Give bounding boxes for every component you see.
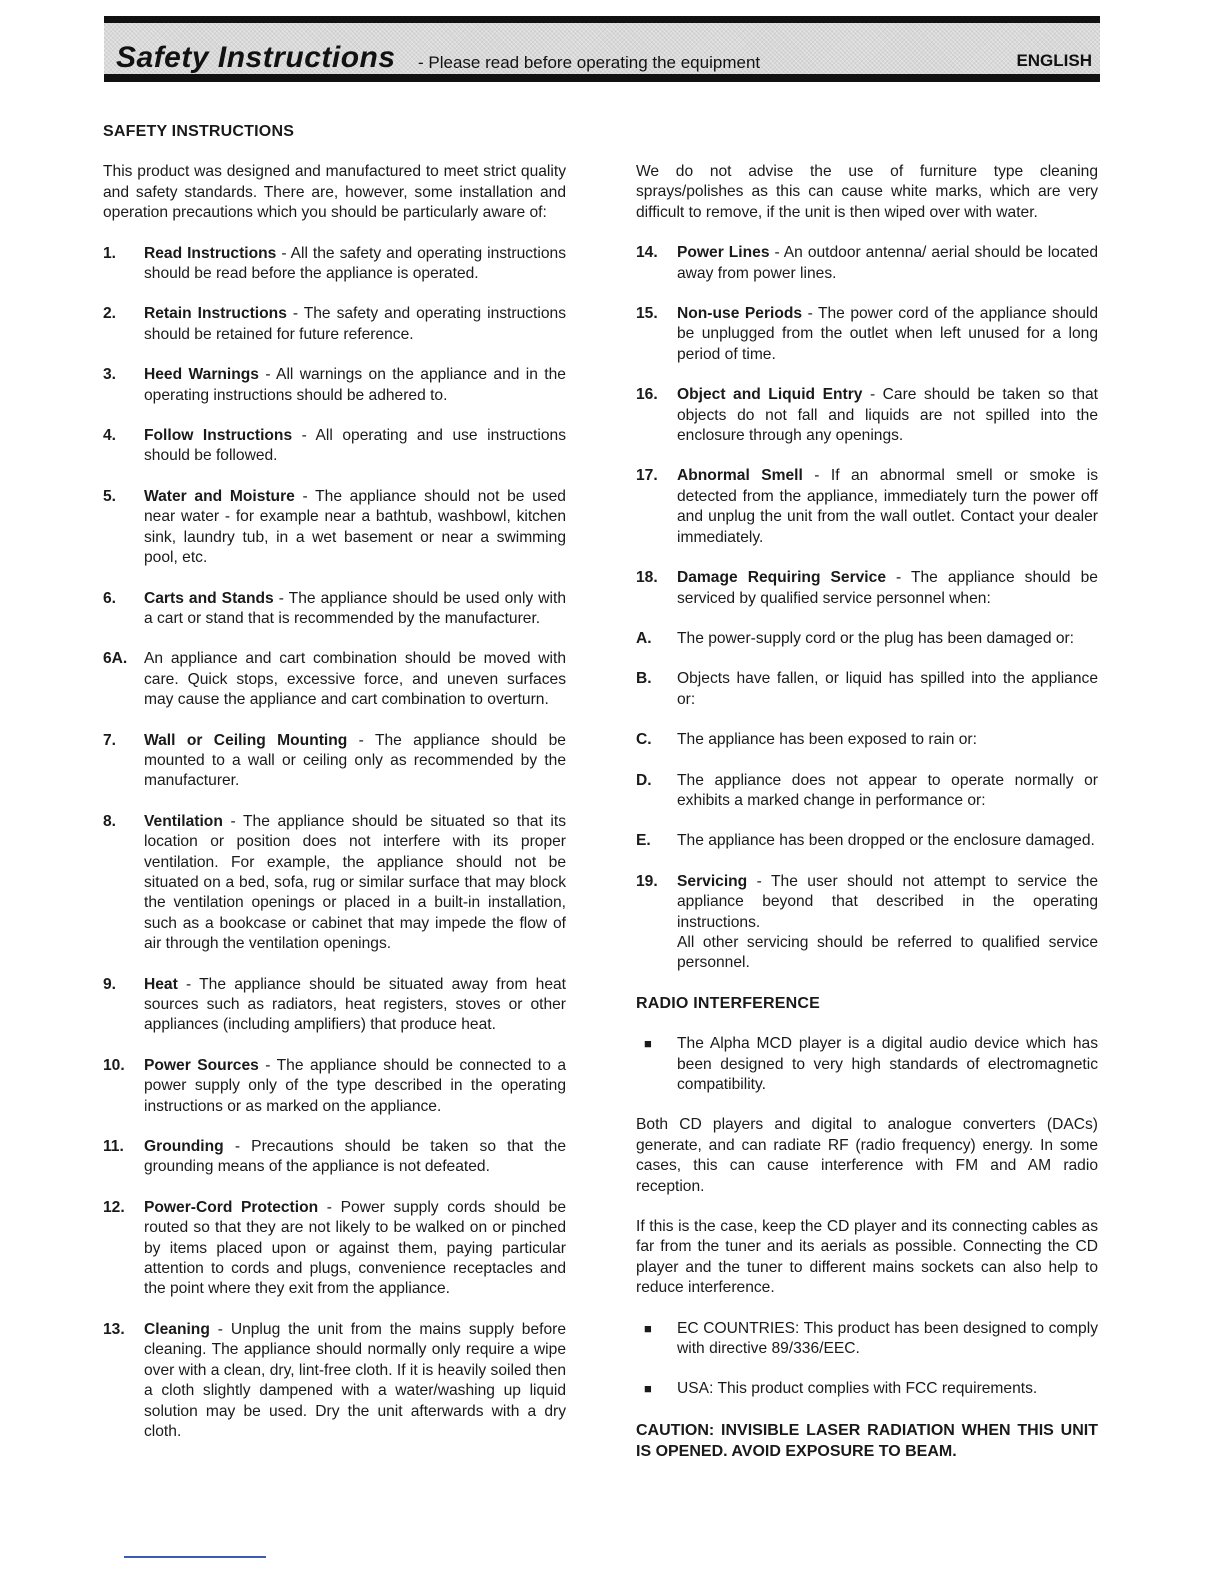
item-number: A.: [636, 629, 652, 647]
item-text: - All the safety and operating instructions should be read before the appliance is operated.: [144, 244, 566, 283]
instruction-item: [636, 568, 1098, 609]
item-number: 6.: [103, 589, 117, 607]
item-text: - The appliance should be serviced by qualified service personnel when:: [677, 569, 1098, 607]
section-heading: SAFETY INSTRUCTIONS: [103, 123, 295, 140]
instruction-item: [103, 975, 566, 1036]
item-text: - The power cord of the appliance should be unplugged from the outlet when left unused for a long period of time.: [677, 305, 1098, 363]
page-header: [104, 16, 1100, 82]
item-number: 1.: [103, 244, 117, 262]
item-text: - An outdoor antenna/ aerial should be located away from power lines.: [677, 244, 1098, 282]
item-number: 8.: [103, 812, 117, 830]
header-title: Safety Instructions: [116, 41, 396, 74]
item-number: 10.: [103, 1056, 125, 1074]
item-text: - The appliance should be situated so that its location or position does not interfere with its proper ventilation. For example, the appliance should not be situated on a bed, sofa, rug or similar surface that may block the ventilation openings or placed in a built-in installation, such as a bookcase or cabinet that may impede the flow of air through the ventilation openings.: [144, 812, 566, 953]
right-column: [636, 162, 1098, 1482]
item-text: The appliance has been exposed to rain or:: [677, 731, 977, 749]
item-number: 14.: [636, 244, 658, 262]
item-number: C.: [636, 731, 652, 749]
item-text: The appliance does not appear to operate normally or exhibits a marked change in performance or:: [677, 771, 1098, 809]
item-text: - Care should be taken so that objects do not fall and liquids are not spilled into the enclosure through any openings.: [677, 386, 1098, 445]
item-number: 11.: [103, 1138, 124, 1156]
item-text: - All warnings on the appliance and in the operating instructions should be adhered to.: [144, 366, 566, 404]
item-text: The power-supply cord or the plug has been damaged or:: [677, 629, 1075, 647]
item-text: The appliance has been dropped or the enclosure damaged.: [677, 832, 1095, 850]
item-title: Wall or Ceiling Mounting: [144, 731, 348, 749]
item-title: Power Sources: [144, 1056, 259, 1074]
item-number: 7.: [103, 731, 117, 749]
item-number: 6A.: [103, 650, 128, 668]
instruction-item: [103, 1320, 566, 1442]
item-number: 4.: [103, 427, 117, 445]
header-language: ENGLISH: [1016, 51, 1092, 70]
instruction-item: [103, 589, 566, 630]
item-title: Follow Instructions: [144, 427, 293, 445]
instruction-item: [636, 304, 1098, 365]
item-title: Water and Moisture: [144, 487, 295, 505]
item-title: Damage Requiring Service: [677, 569, 886, 587]
item-number: 9.: [103, 975, 117, 993]
instruction-item: [103, 1137, 566, 1178]
item-title: Read Instructions: [144, 244, 277, 262]
item-text: An appliance and cart combination should be moved with care. Quick stops, excessive force, and uneven surfaces may cause the appliance and cart combination to overturn.: [144, 650, 566, 709]
item-number: 13.: [103, 1320, 125, 1338]
bullet-icon: ■: [644, 1381, 652, 1397]
item-number: 12.: [103, 1198, 125, 1216]
bullet-icon: ■: [644, 1320, 652, 1336]
item-title: Grounding: [144, 1138, 224, 1156]
item-title: Cleaning: [144, 1320, 210, 1338]
item-text: - The appliance should not be used near water - for example near a bathtub, washbowl, kitchen sink, laundry tub, in a wet basement or near a swimming pool, etc.: [144, 487, 566, 567]
item-number: E.: [636, 832, 651, 850]
item-title: Object and Liquid Entry: [677, 386, 863, 404]
intro-paragraph: This product was designed and manufactured to meet strict quality and safety standards. There are, however, some installation and operation precautions which you should be particularly aware of:: [103, 163, 566, 222]
instruction-item: [103, 1198, 566, 1300]
item-title: Power-Cord Protection: [144, 1198, 319, 1216]
bullet-item: ■ EC COUNTRIES: This product has been designed to comply with directive 89/336/EEC.: [644, 1319, 1098, 1358]
item-number: 5.: [103, 487, 117, 505]
laser-caution: CAUTION: INVISIBLE LASER RADIATION WHEN THIS UNIT IS OPENED. AVOID EXPOSURE TO BEAM.: [636, 1421, 1098, 1460]
cleaning-continued: We do not advise the use of furniture type cleaning sprays/polishes as this can cause white marks, which are very difficult to remove, if the unit is then wiped over with water.: [636, 163, 1098, 221]
item-text: - All operating and use instructions should be followed.: [144, 427, 566, 465]
instruction-item: [636, 872, 1098, 974]
instruction-item: [103, 812, 566, 955]
item-text: - The appliance should be mounted to a wall or ceiling only as recommended by the manufacturer.: [144, 731, 566, 790]
rf-paragraph: Both CD players and digital to analogue converters (DACs) generate, and can radiate RF (radio frequency) energy. In some cases, this can cause interference with FM and AM radio reception.: [636, 1116, 1098, 1195]
item-text: - Power supply cords should be routed so that they are not likely to be walked on or pinched by items placed upon or against them, paying particular attention to cords and plugs, convenience receptacles and the point where they exit from the appliance.: [144, 1198, 566, 1298]
item-title: Carts and Stands: [144, 589, 274, 607]
instruction-item: [636, 771, 1098, 812]
instruction-item: [636, 831, 1098, 851]
item-number: 17.: [636, 467, 658, 485]
item-number: 3.: [103, 366, 117, 384]
instruction-item: [636, 466, 1098, 548]
item-number: 15.: [636, 305, 658, 323]
item-title: Heat: [144, 975, 178, 993]
bullet-item: ■ The Alpha MCD player is a digital audio device which has been designed to very high standards of electromagnetic compatibility.: [644, 1035, 1098, 1093]
instruction-item: [103, 1056, 566, 1117]
item-number: 19.: [636, 872, 658, 890]
item-text: - The appliance should be used only with a cart or stand that is recommended by the manufacturer.: [144, 589, 566, 627]
instruction-item: [636, 243, 1098, 284]
item-title: Heed Warnings: [144, 366, 259, 384]
instruction-item: [636, 669, 1098, 710]
instruction-item: [103, 365, 566, 406]
header-subtitle: - Please read before operating the equipment: [418, 53, 761, 72]
item-text: - The appliance should be situated away from heat sources such as radiators, heat registers, stoves or other appliances (including amplifiers) that produce heat.: [144, 975, 566, 1034]
left-item-list: [103, 244, 566, 1443]
instruction-item: [103, 487, 566, 569]
instruction-item: [103, 304, 566, 345]
footer-rule: [124, 1556, 266, 1558]
instruction-item: [636, 629, 1098, 649]
item-title: Non-use Periods: [677, 305, 803, 323]
item-text: Objects have fallen, or liquid has spilled into the appliance or:: [677, 670, 1098, 708]
item-number: 18.: [636, 569, 658, 587]
item-title: Servicing: [677, 872, 748, 890]
item-number: 16.: [636, 386, 658, 404]
item-number: 2.: [103, 305, 117, 323]
radio-heading: RADIO INTERFERENCE: [636, 994, 821, 1012]
instruction-item: [103, 426, 566, 467]
instruction-item: [636, 730, 1098, 750]
item-text: - The appliance should be connected to a power supply only of the type described in the operating instructions or as marked on the appliance.: [144, 1056, 567, 1115]
item-number: D.: [636, 771, 652, 789]
bullet-icon: ■: [644, 1036, 652, 1052]
right-item-list: [636, 243, 1098, 974]
instruction-item: [636, 385, 1098, 446]
instruction-item: [103, 649, 566, 710]
item-title: Retain Instructions: [144, 305, 287, 323]
instruction-item: [103, 244, 566, 285]
item-text: - If an abnormal smell or smoke is detected from the appliance, immediately turn the power off and unplug the unit from the wall outlet. Contact your dealer immediately.: [677, 467, 1098, 546]
item-number: B.: [636, 670, 652, 688]
item-text: - The user should not attempt to service the appliance beyond that described in the operating instructions.: [677, 872, 1098, 931]
left-column: [103, 122, 566, 1462]
item-title: Ventilation: [144, 812, 223, 830]
interference-paragraph: If this is the case, keep the CD player and its connecting cables as far from the tuner and its aerials as possible. Connecting the CD player and the tuner to different mains sockets can also help to reduce interference.: [636, 1218, 1098, 1297]
item-text: - Unplug the unit from the mains supply before cleaning. The appliance should normally only require a wipe over with a clean, dry, lint-free cloth. If it is heavily soiled then a cloth slightly dampened with a water/washing up liquid solution may be used. Dry the unit afterwards with a dry cloth.: [144, 1320, 566, 1440]
item-title: Power Lines: [677, 244, 770, 262]
item-text: - The safety and operating instructions should be retained for future reference.: [144, 305, 566, 343]
bullet-item: ■ USA: This product complies with FCC requirements.: [636, 1379, 1098, 1399]
item-text: - Precautions should be taken so that the grounding means of the appliance is not defeated.: [144, 1138, 566, 1176]
item-title: Abnormal Smell: [677, 467, 803, 485]
item-extra: All other servicing should be referred to qualified service personnel.: [677, 933, 1098, 972]
instruction-item: [103, 731, 566, 792]
